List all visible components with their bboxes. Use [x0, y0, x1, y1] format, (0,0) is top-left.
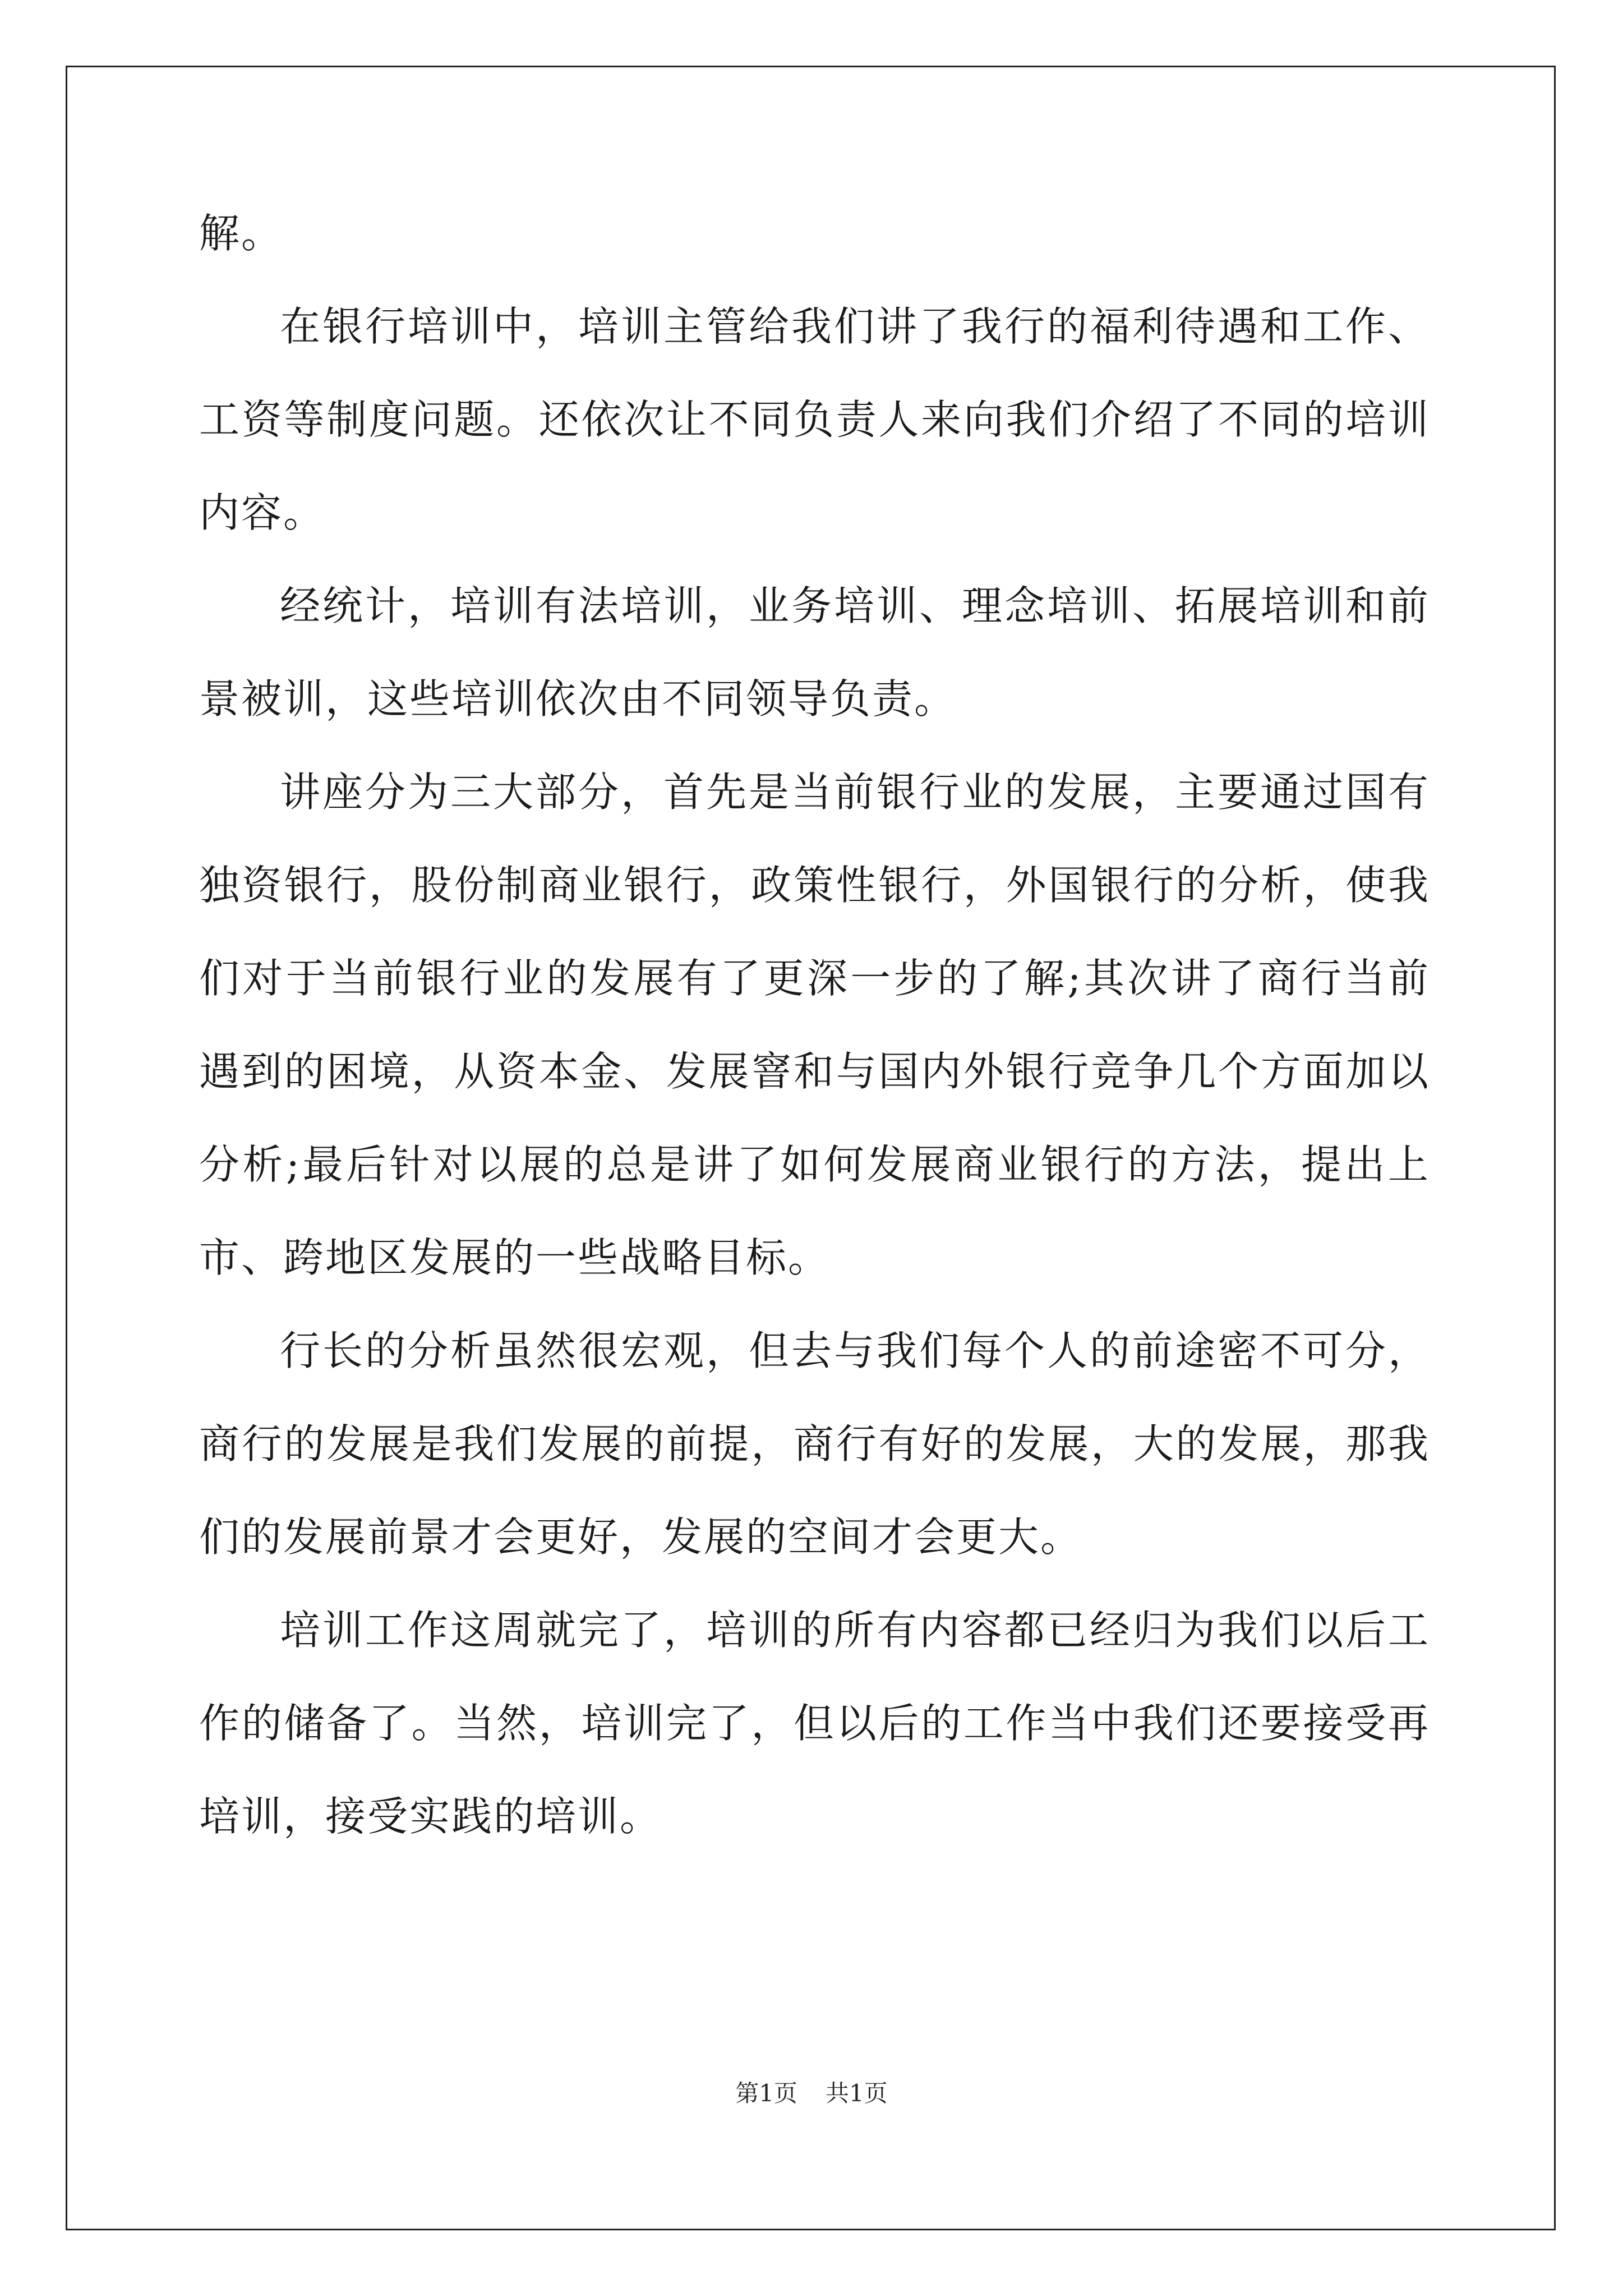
page-total: 共1页 [826, 2079, 888, 2107]
document-body [199, 187, 1430, 1863]
paragraph-1: 解。 [199, 210, 284, 257]
paragraph-5: 行长的分析虽然很宏观，但去与我们每个人的前途密不可分，商行的发展是我们发展的前提，商行有好的发展，大的发展，那我们的发展前景才会更好，发展的空间才会更大。 [199, 1327, 1430, 1561]
paragraph-6: 培训工作这周就完了，培训的所有内容都已经归为我们以后工作的储备了。当然，培训完了，但以后的工作当中我们还要接受再培训，接受实践的培训。 [199, 1607, 1430, 1840]
paragraph-2: 在银行培训中，培训主管给我们讲了我行的福利待遇和工作、工资等制度问题。还依次让不同负责人来向我们介绍了不同的培训内容。 [199, 303, 1430, 536]
paragraph-3: 经统计，培训有法培训，业务培训、理念培训、拓展培训和前景被训，这些培训依次由不同领导负责。 [199, 582, 1430, 723]
paragraph-4: 讲座分为三大部分，首先是当前银行业的发展，主要通过国有独资银行，股份制商业银行，政策性银行，外国银行的分析，使我们对于当前银行业的发展有了更深一步的了解;其次讲了商行当前遇到的困境，从资本金、发展窨和与国内外银行竞争几个方面加以分析;最后针对以展的总是讲了如何发展商业银行的方法，提出上市、跨地区发展的一些战略目标。 [199, 769, 1430, 1281]
page-number: 第1页 [735, 2079, 797, 2107]
page-footer [0, 2077, 1623, 2110]
